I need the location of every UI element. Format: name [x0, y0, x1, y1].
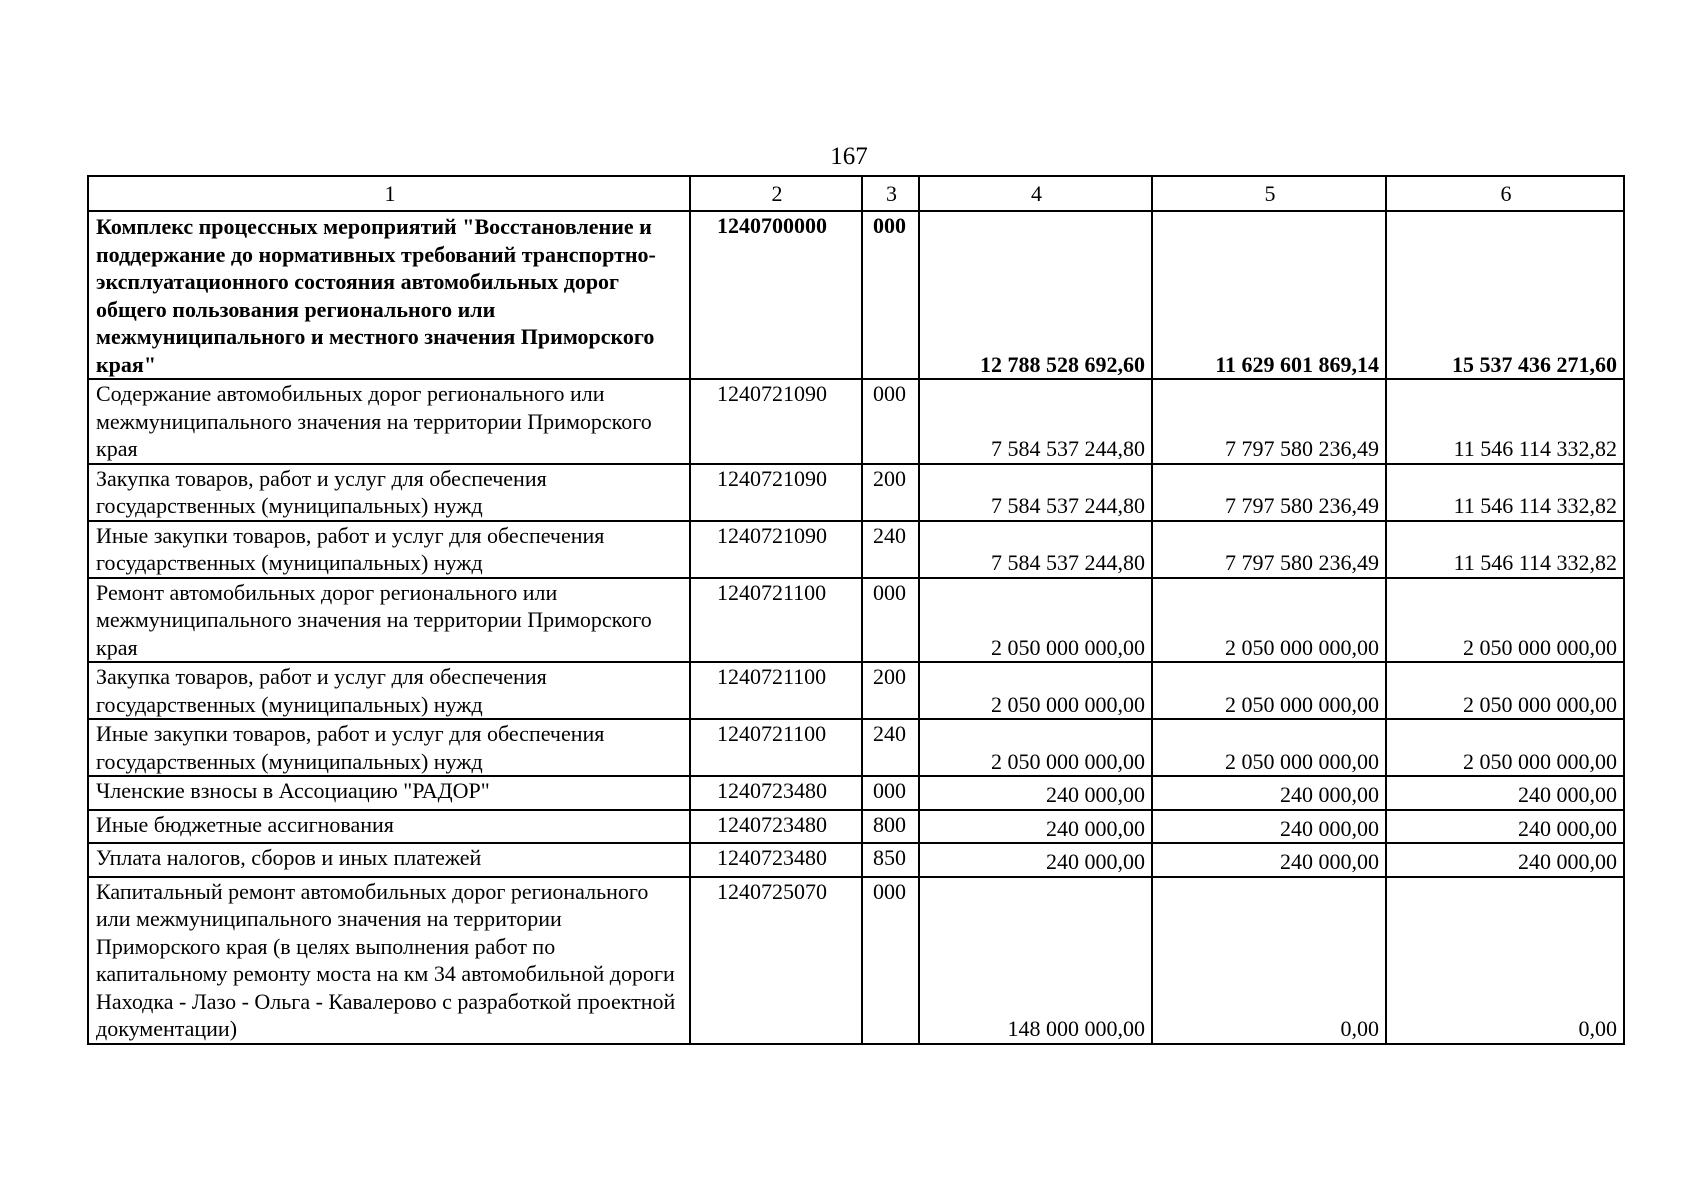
- row-value-6: 0,00: [1386, 877, 1624, 1044]
- row-type: 240: [862, 719, 919, 776]
- row-name: Закупка товаров, работ и услуг для обеспечения государственных (муниципальных) нужд: [88, 662, 690, 719]
- row-type: 000: [862, 211, 919, 379]
- row-type: 000: [862, 578, 919, 663]
- col-header-3: 3: [862, 176, 919, 211]
- table-row: [88, 776, 1624, 810]
- row-value-5: 2 050 000 000,00: [1152, 662, 1386, 719]
- table-header-row: [88, 176, 1624, 211]
- table-row: [88, 719, 1624, 776]
- table-row: [88, 464, 1624, 521]
- row-value-5: 240 000,00: [1152, 843, 1386, 877]
- row-value-4: 2 050 000 000,00: [919, 662, 1152, 719]
- row-value-5: 240 000,00: [1152, 810, 1386, 844]
- row-value-4: 12 788 528 692,60: [919, 211, 1152, 379]
- table-row: [88, 521, 1624, 578]
- row-value-6: 11 546 114 332,82: [1386, 379, 1624, 464]
- row-value-5: 0,00: [1152, 877, 1386, 1044]
- table-row: [88, 662, 1624, 719]
- row-code: 1240721090: [690, 521, 862, 578]
- table-row: [88, 877, 1624, 1044]
- row-value-6: 2 050 000 000,00: [1386, 719, 1624, 776]
- table-row: [88, 379, 1624, 464]
- row-value-6: 2 050 000 000,00: [1386, 578, 1624, 663]
- row-value-6: 11 546 114 332,82: [1386, 464, 1624, 521]
- row-type: 000: [862, 776, 919, 810]
- row-code: 1240725070: [690, 877, 862, 1044]
- row-name: Ремонт автомобильных дорог регионального или межмуниципального значения на территории Приморского края: [88, 578, 690, 663]
- table-row: [88, 810, 1624, 844]
- row-value-5: 7 797 580 236,49: [1152, 521, 1386, 578]
- col-header-4: 4: [919, 176, 1152, 211]
- row-code: 1240700000: [690, 211, 862, 379]
- row-type: 000: [862, 877, 919, 1044]
- row-code: 1240721090: [690, 379, 862, 464]
- row-value-5: 7 797 580 236,49: [1152, 464, 1386, 521]
- row-name: Иные закупки товаров, работ и услуг для обеспечения государственных (муниципальных) нужд: [88, 521, 690, 578]
- row-name: Комплекс процессных мероприятий "Восстановление и поддержание до нормативных требований транспортно-эксплуатационного состояния автомобильных дорог общего пользования регионального или межмуниципального и местного значения Приморского края": [88, 211, 690, 379]
- table-row: [88, 578, 1624, 663]
- row-name: Иные закупки товаров, работ и услуг для обеспечения государственных (муниципальных) нужд: [88, 719, 690, 776]
- row-type: 240: [862, 521, 919, 578]
- col-header-6: 6: [1386, 176, 1624, 211]
- row-value-4: 7 584 537 244,80: [919, 521, 1152, 578]
- row-type: 200: [862, 464, 919, 521]
- row-code: 1240721100: [690, 578, 862, 663]
- row-code: 1240723480: [690, 810, 862, 844]
- row-value-6: 15 537 436 271,60: [1386, 211, 1624, 379]
- row-name: Содержание автомобильных дорог регионального или межмуниципального значения на территории Приморского края: [88, 379, 690, 464]
- row-code: 1240723480: [690, 843, 862, 877]
- row-value-4: 148 000 000,00: [919, 877, 1152, 1044]
- row-name: Уплата налогов, сборов и иных платежей: [88, 843, 690, 877]
- row-type: 200: [862, 662, 919, 719]
- row-value-4: 240 000,00: [919, 843, 1152, 877]
- row-value-6: 2 050 000 000,00: [1386, 662, 1624, 719]
- row-value-4: 7 584 537 244,80: [919, 379, 1152, 464]
- row-name: Капитальный ремонт автомобильных дорог регионального или межмуниципального значения на территории Приморского края (в целях выполнения работ по капитальному ремонту моста на км 34 автомобильной дороги Находка - Лазо - Ольга - Кавалерово с разработкой проектной документации): [88, 877, 690, 1044]
- row-name: Закупка товаров, работ и услуг для обеспечения государственных (муниципальных) нужд: [88, 464, 690, 521]
- row-type: 850: [862, 843, 919, 877]
- row-value-6: 240 000,00: [1386, 810, 1624, 844]
- col-header-1: 1: [88, 176, 690, 211]
- row-type: 800: [862, 810, 919, 844]
- row-value-4: 2 050 000 000,00: [919, 719, 1152, 776]
- row-code: 1240721090: [690, 464, 862, 521]
- row-type: 000: [862, 379, 919, 464]
- row-value-5: 7 797 580 236,49: [1152, 379, 1386, 464]
- table-row: [88, 211, 1624, 379]
- row-code: 1240721100: [690, 719, 862, 776]
- row-value-4: 2 050 000 000,00: [919, 578, 1152, 663]
- col-header-2: 2: [690, 176, 862, 211]
- row-value-5: 240 000,00: [1152, 776, 1386, 810]
- row-code: 1240723480: [690, 776, 862, 810]
- row-value-5: 2 050 000 000,00: [1152, 719, 1386, 776]
- row-name: Членские взносы в Ассоциацию "РАДОР": [88, 776, 690, 810]
- row-value-5: 2 050 000 000,00: [1152, 578, 1386, 663]
- row-value-4: 7 584 537 244,80: [919, 464, 1152, 521]
- page-number: 167: [830, 143, 868, 170]
- row-name: Иные бюджетные ассигнования: [88, 810, 690, 844]
- row-value-6: 240 000,00: [1386, 776, 1624, 810]
- row-value-5: 11 629 601 869,14: [1152, 211, 1386, 379]
- row-value-6: 11 546 114 332,82: [1386, 521, 1624, 578]
- row-value-6: 240 000,00: [1386, 843, 1624, 877]
- table-row: [88, 843, 1624, 877]
- row-code: 1240721100: [690, 662, 862, 719]
- budget-table: [87, 175, 1625, 1045]
- row-value-4: 240 000,00: [919, 810, 1152, 844]
- col-header-5: 5: [1152, 176, 1386, 211]
- row-value-4: 240 000,00: [919, 776, 1152, 810]
